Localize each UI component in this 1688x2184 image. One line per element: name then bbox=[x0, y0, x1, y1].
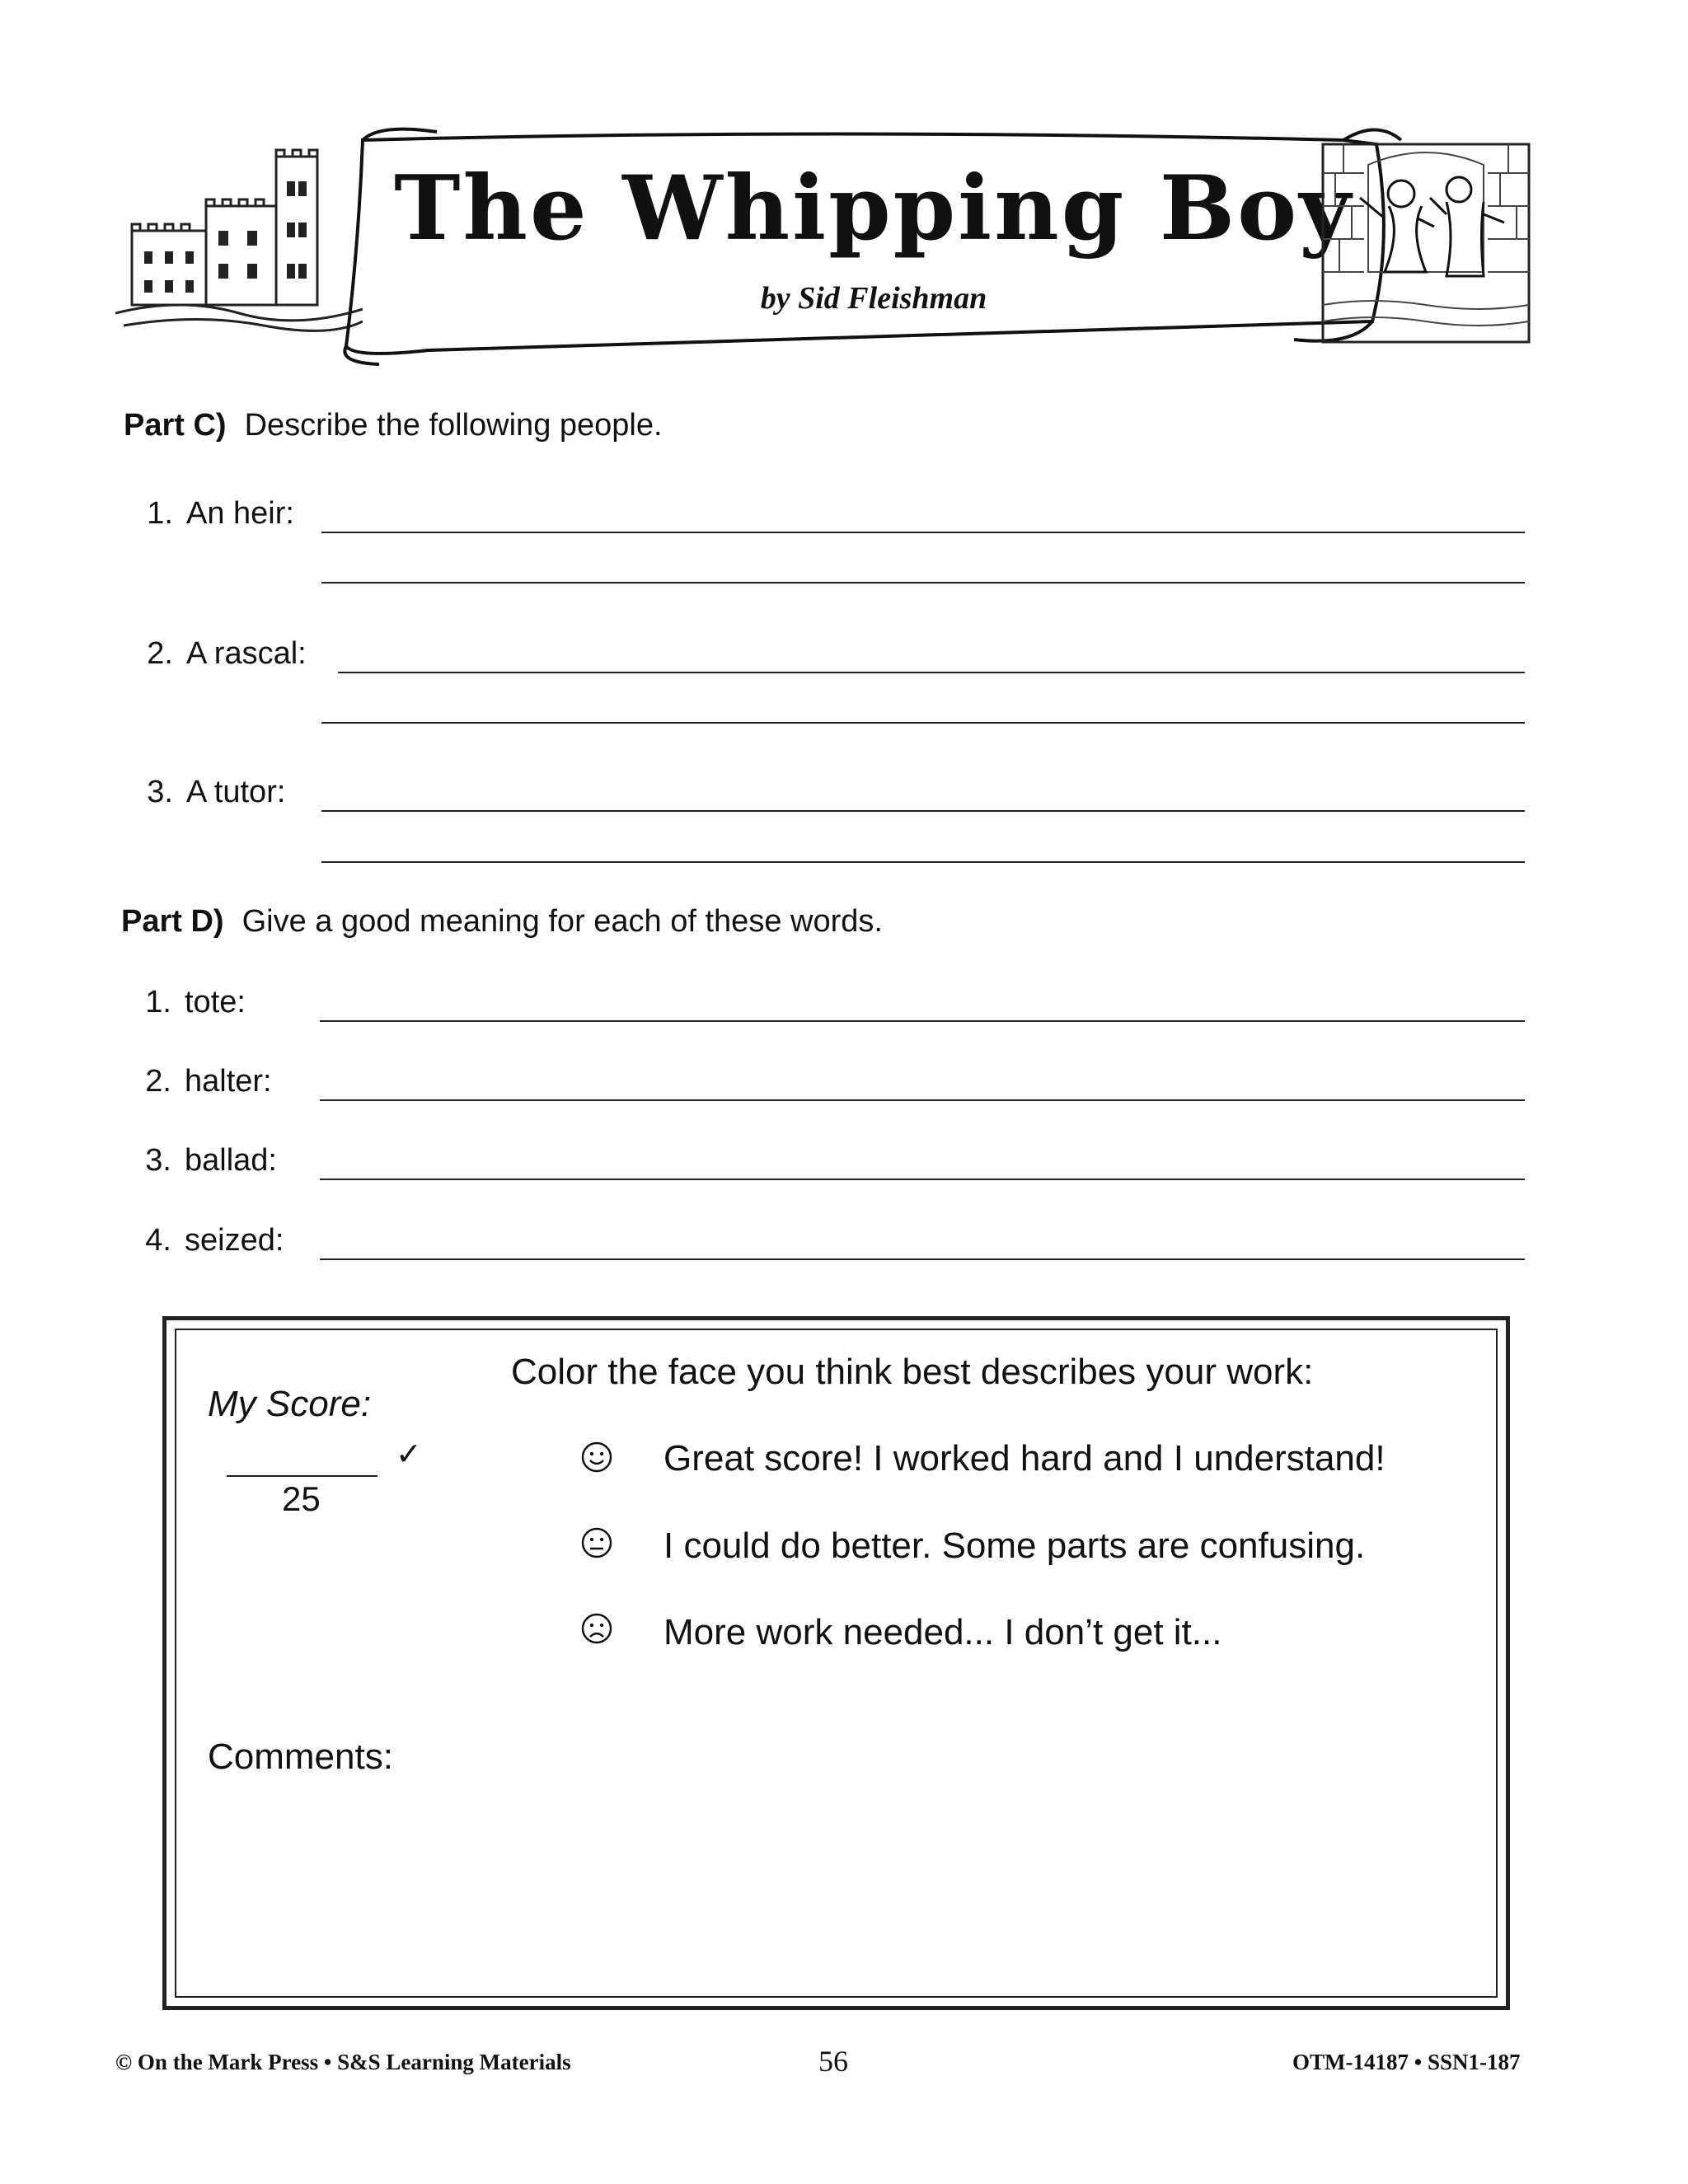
page-title: The Whipping Boy bbox=[394, 157, 1353, 260]
question-number: 2. bbox=[145, 1064, 171, 1099]
part-d-heading bbox=[121, 904, 883, 940]
part-c-heading bbox=[124, 408, 663, 443]
self-assessment-box bbox=[162, 1316, 1510, 2010]
option-text-better: I could do better. Some parts are confusing. bbox=[663, 1526, 1366, 1566]
part-c-question-1 bbox=[140, 496, 294, 532]
part-c-question-3 bbox=[140, 775, 285, 810]
author-byline: by Sid Fleishman bbox=[760, 281, 987, 316]
question-number: 1. bbox=[147, 496, 173, 531]
happy-face-icon[interactable] bbox=[580, 1441, 613, 1474]
answer-line[interactable] bbox=[320, 1020, 1525, 1022]
question-number: 3. bbox=[145, 1143, 171, 1178]
answer-line[interactable] bbox=[321, 582, 1525, 583]
face-instruction: Color the face you think best describes your work: bbox=[511, 1352, 1314, 1392]
question-text: halter: bbox=[185, 1064, 272, 1099]
answer-line[interactable] bbox=[321, 722, 1525, 724]
comments-label: Comments: bbox=[208, 1736, 393, 1777]
option-text-great: Great score! I worked hard and I understand! bbox=[663, 1438, 1386, 1479]
question-text: A tutor: bbox=[186, 775, 286, 809]
question-number: 1. bbox=[145, 985, 171, 1019]
footer-product-code: OTM-14187 • SSN1-187 bbox=[1292, 2050, 1521, 2074]
castle-illustration bbox=[115, 148, 363, 338]
answer-line[interactable] bbox=[320, 1099, 1525, 1101]
question-number: 2. bbox=[147, 636, 173, 671]
check-mark-icon: ✓ bbox=[396, 1436, 422, 1472]
question-text: An heir: bbox=[186, 496, 294, 531]
part-c-label: Part C) bbox=[124, 408, 227, 443]
answer-line[interactable] bbox=[320, 1258, 1525, 1260]
answer-line[interactable] bbox=[321, 861, 1525, 863]
footer-copyright: © On the Mark Press • S&S Learning Materials bbox=[115, 2050, 571, 2074]
part-d-instruction: Give a good meaning for each of these words. bbox=[241, 904, 883, 939]
option-text-more-work: More work needed... I don’t get it... bbox=[663, 1612, 1222, 1652]
part-d-label: Part D) bbox=[121, 904, 224, 939]
question-number: 3. bbox=[147, 775, 173, 809]
score-total: 25 bbox=[282, 1479, 321, 1518]
title-header bbox=[115, 124, 1533, 371]
answer-line[interactable] bbox=[338, 672, 1525, 673]
question-text: tote: bbox=[185, 985, 246, 1019]
page-number: 56 bbox=[818, 2045, 848, 2078]
score-entry-line[interactable] bbox=[227, 1475, 377, 1477]
self-assessment-inner-border bbox=[175, 1329, 1498, 1998]
neutral-face-icon[interactable] bbox=[580, 1526, 613, 1559]
part-d-question-4 bbox=[138, 1223, 284, 1258]
part-c-question-2 bbox=[140, 636, 307, 672]
sad-face-icon[interactable] bbox=[580, 1612, 613, 1645]
question-text: ballad: bbox=[185, 1143, 277, 1178]
answer-line[interactable] bbox=[321, 810, 1525, 812]
question-number: 4. bbox=[145, 1223, 171, 1258]
part-c-instruction: Describe the following people. bbox=[244, 408, 663, 443]
part-d-question-1 bbox=[138, 985, 246, 1020]
characters-illustration bbox=[1319, 140, 1533, 346]
my-score-label: My Score: bbox=[208, 1384, 372, 1424]
part-d-question-2 bbox=[138, 1064, 272, 1099]
answer-line[interactable] bbox=[320, 1179, 1525, 1180]
question-text: A rascal: bbox=[186, 636, 307, 671]
question-text: seized: bbox=[185, 1223, 284, 1258]
part-d-question-3 bbox=[138, 1143, 277, 1179]
answer-line[interactable] bbox=[321, 532, 1525, 533]
